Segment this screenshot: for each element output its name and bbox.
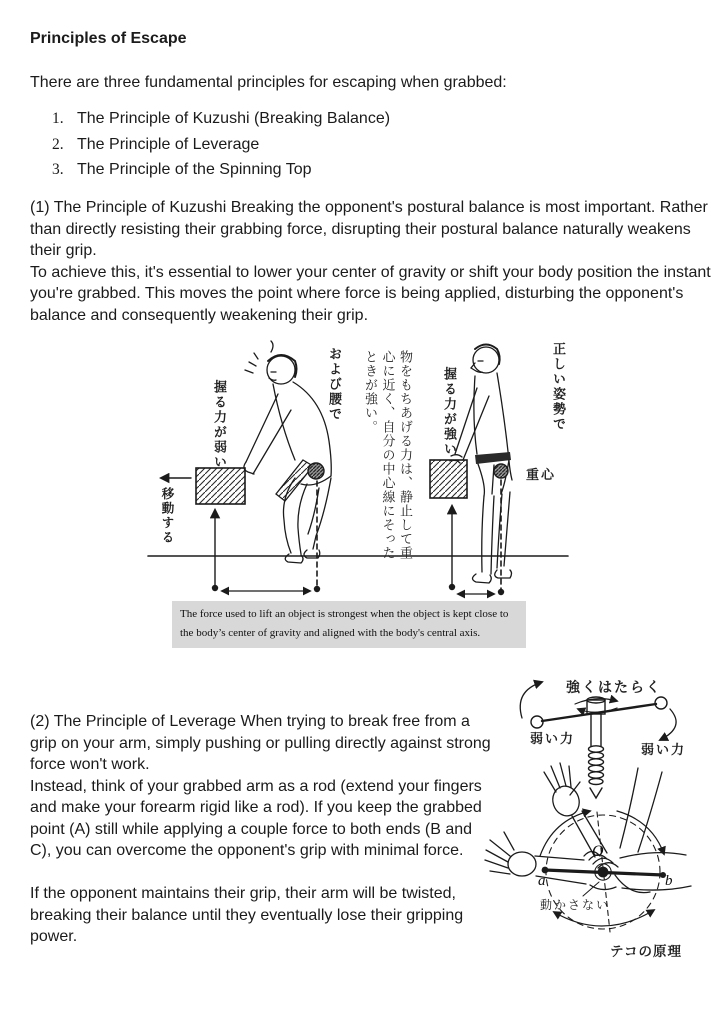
label-point-o: O [592, 843, 604, 860]
kuzushi-illustration [145, 336, 625, 608]
label-dont-move: 動かさない [540, 898, 611, 912]
list-item [52, 106, 390, 132]
extended-hand [485, 832, 586, 884]
leverage-paragraph-1: (2) The Principle of Leverage When trying to break free from a grip on your arm, simply pushing or pulling directly against strong force won't work. [30, 713, 496, 773]
label-weak-force-left: 弱い力 [530, 732, 576, 747]
label-move: 移動する [160, 487, 175, 545]
leverage-paragraph-2: Instead, think of your grabbed arm as a rod (extend your fingers and make your forearm rigid like a rod). If you keep the grabbed point (A) still while applying a couple force to both ends (B and C), you can overcome the opponent's grip with minimal force. [30, 777, 487, 859]
figure1-caption: The force used to lift an object is strongest when the object is kept close to the body’s center of gravity and aligned with the body's central axis. [172, 601, 526, 648]
kuzushi-paragraph-1: (1) The Principle of Kuzushi Breaking the opponent's postural balance is most important. Rather than directly resisting their grabbing force, disrupting their postural balance naturally weakens their grip. [30, 199, 713, 259]
label-strong-action: 強くはたらく [566, 680, 662, 696]
leverage-paragraph-3: If the opponent maintains their grip, their arm will be twisted, breaking their balance until they eventually lose their gripping power. [30, 885, 468, 945]
list-item-number: 3. [52, 161, 64, 178]
leverage-illustration [480, 660, 724, 962]
weak-force-arrow-left [520, 682, 542, 718]
list-item-label: The Principle of Kuzushi (Breaking Balance) [77, 110, 391, 127]
label-bent-hips: および腰で [326, 347, 341, 422]
list-item [52, 132, 390, 158]
lifted-box-right [430, 460, 467, 590]
intro-paragraph: There are three fundamental principles for escaping when grabbed: [30, 74, 507, 91]
label-correct-posture: 正しい姿勢で [550, 342, 565, 432]
leverage-illustration-drawing [480, 660, 724, 962]
weak-force-arrow-right [660, 709, 676, 740]
label-grip-strong: 握る力が強い [441, 367, 456, 457]
label-grip-weak: 握る力が弱い [211, 380, 226, 470]
label-lifting-note: 物をもちあげる力は、静止して重心に近く、自分の中心線にそったときが強い。 [362, 350, 412, 560]
weak-grip-figure [244, 341, 331, 563]
list-item-label: The Principle of Leverage [77, 135, 260, 153]
label-weak-force-right: 弱い力 [641, 743, 687, 758]
list-item-number: 1. [52, 110, 64, 127]
label-center-of-gravity: 重心 [526, 468, 557, 483]
kuzushi-paragraph-2: To achieve this, it's essential to lower your center of gravity or shift your body position the instant you're grabbed. This moves the point where force is being applied, disturbing the opponent's balance and consequently weakening their grip. [30, 263, 716, 324]
principles-list [52, 106, 390, 183]
label-point-b: b [665, 873, 673, 889]
page-title: Principles of Escape [30, 30, 187, 47]
list-item-label: The Principle of the Spinning Top [77, 161, 312, 178]
label-point-a: a [538, 873, 546, 889]
list-item-number: 2. [52, 135, 64, 153]
figure2-caption: テコの原理 [610, 944, 682, 960]
list-item [52, 157, 390, 183]
